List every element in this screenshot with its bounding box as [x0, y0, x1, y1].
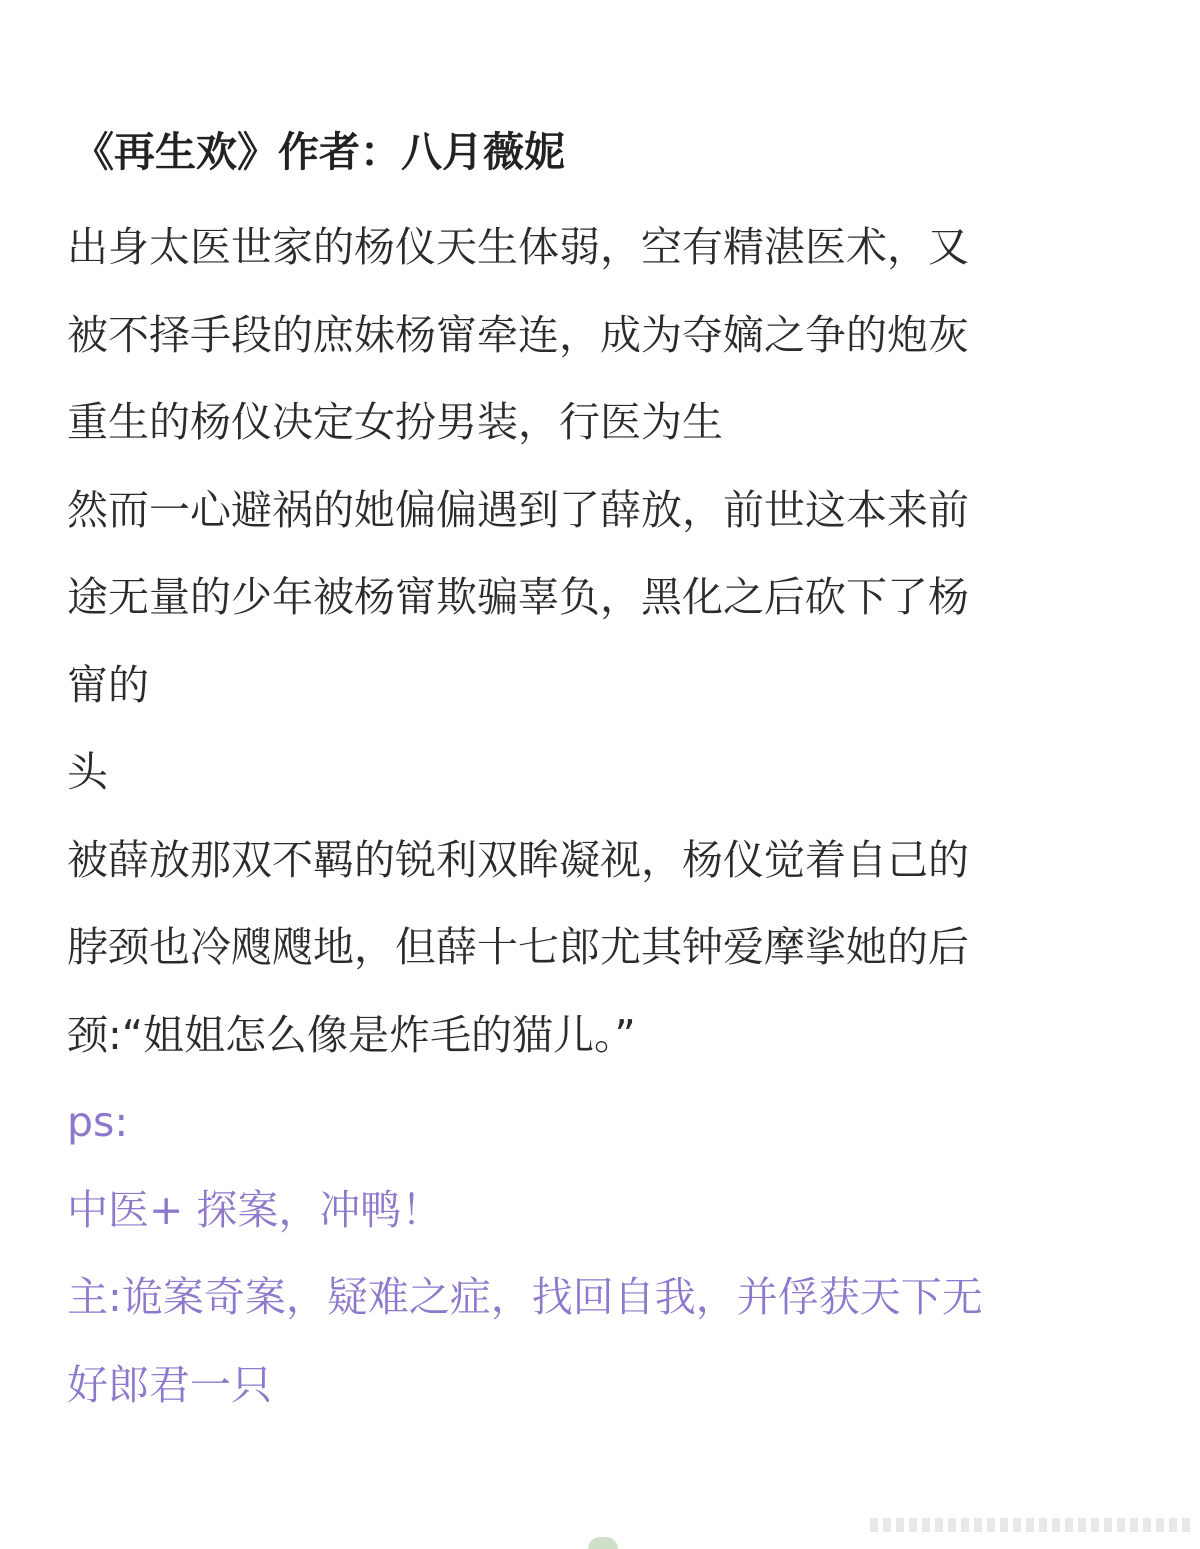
body-line: 被薛放那双不羁的锐利双眸凝视，杨仪觉着自己的	[67, 835, 969, 884]
ps-line: 中医+ 探案，冲鸭！	[67, 1185, 443, 1234]
ps-line: 主:诡案奇案，疑难之症，找回自我，并俘获天下无	[67, 1273, 983, 1321]
body-line: 脖颈也冷飕飕地，但薛十七郎尤其钟爱摩挲她的后	[67, 923, 969, 971]
body-line: 出身太医世家的杨仪天生体弱，空有精湛医术，又	[67, 223, 969, 271]
body-line: 头	[67, 748, 108, 796]
body-line: 重生的杨仪决定女扮男装，行医为生	[67, 398, 723, 446]
bottom-decoration	[588, 1537, 618, 1549]
body-line: 甯的	[67, 660, 149, 709]
post-content	[67, 118, 1137, 1429]
post-title: 《再生欢》作者：八月薇妮	[73, 128, 565, 176]
watermark-strip	[870, 1518, 1190, 1532]
ps-line: ps:	[67, 1098, 129, 1146]
ps-line: 好郎君一只	[67, 1360, 272, 1409]
body-line: 颈:“姐姐怎么像是炸毛的猫儿。”	[67, 1010, 636, 1059]
body-line: 被不择手段的庶妹杨甯牵连，成为夺嫡之争的炮灰	[67, 310, 969, 359]
body-line: 然而一心避祸的她偏偏遇到了薛放，前世这本来前	[67, 485, 969, 534]
body-line: 途无量的少年被杨甯欺骗辜负，黑化之后砍下了杨	[67, 573, 969, 621]
